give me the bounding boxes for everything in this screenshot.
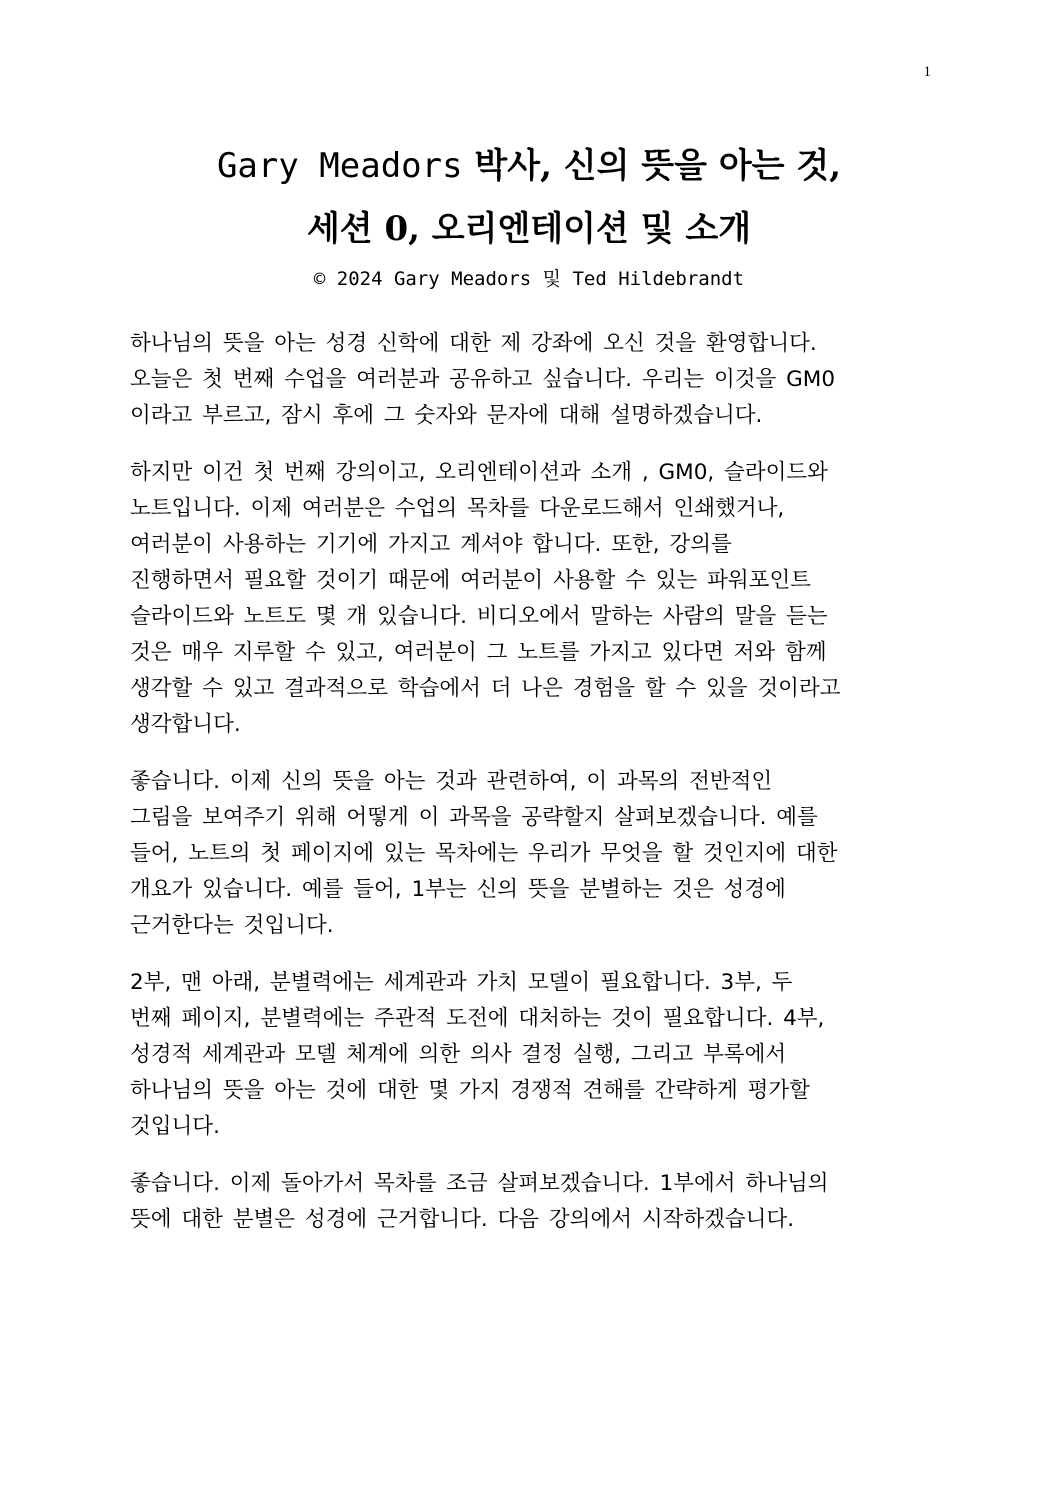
copyright-notice: © 2024 Gary Meadors 및 Ted Hildebrandt (313, 268, 745, 290)
text-line: 들어, 노트의 첫 페이지에 있는 목차에는 우리가 무엇을 할 것인지에 대한 (130, 841, 838, 866)
text-line: 슬라이드와 노트도 몇 개 있습니다. 비디오에서 말하는 사람의 말을 듣는 (130, 604, 828, 629)
text-line: 좋습니다. 이제 신의 뜻을 아는 것과 관련하여, 이 과목의 전반적인 (130, 769, 773, 794)
document-title-line-1 (80, 136, 978, 196)
title-line-1-text: 박사, 신의 뜻을 아는 것, (462, 146, 842, 186)
text-line: 근거한다는 것입니다. (130, 913, 334, 938)
paragraph-1 (130, 326, 930, 434)
document-title-line-2: 세션 0, 오리엔테이션 및 소개 (306, 209, 752, 249)
text-line: 그림을 보여주기 위해 어떻게 이 과목을 공략할지 살펴보겠습니다. 예를 (130, 805, 818, 830)
text-line: 생각합니다. (130, 712, 241, 737)
text-line: 여러분이 사용하는 기기에 가지고 계셔야 합니다. 또한, 강의를 (130, 532, 732, 557)
text-line: 것입니다. (130, 1114, 220, 1139)
paragraph-4 (130, 965, 930, 1145)
text-line: 2부, 맨 아래, 분별력에는 세계관과 가치 모델이 필요합니다. 3부, 두 (130, 970, 793, 995)
text-line: 진행하면서 필요할 것이기 때문에 여러분이 사용할 수 있는 파워포인트 (130, 568, 811, 593)
text-line: 하지만 이건 첫 번째 강의이고, 오리엔테이션과 소개 , GM0, 슬라이드와 (130, 460, 828, 485)
document-body (130, 326, 930, 1259)
text-line: 번째 페이지, 분별력에는 주관적 도전에 대처하는 것이 필요합니다. 4부, (130, 1006, 825, 1031)
text-line: 생각할 수 있고 결과적으로 학습에서 더 나은 경험을 할 수 있을 것이라고 (130, 676, 841, 701)
text-line: 하나님의 뜻을 아는 것에 대한 몇 가지 경쟁적 견해를 간략하게 평가할 (130, 1078, 810, 1103)
title-author-name: Gary Meadors (216, 146, 463, 186)
text-line: 하나님의 뜻을 아는 성경 신학에 대한 제 강좌에 오신 것을 환영합니다. (130, 331, 817, 356)
text-line: 것은 매우 지루할 수 있고, 여러분이 그 노트를 가지고 있다면 저와 함께 (130, 640, 827, 665)
page-number: 1 (923, 64, 931, 80)
text-line: 노트입니다. 이제 여러분은 수업의 목차를 다운로드해서 인쇄했거나, (130, 496, 785, 521)
text-line: 좋습니다. 이제 돌아가서 목차를 조금 살펴보겠습니다. 1부에서 하나님의 (130, 1171, 829, 1196)
text-line: 이라고 부르고, 잠시 후에 그 숫자와 문자에 대해 설명하겠습니다. (130, 403, 763, 428)
paragraph-2 (130, 455, 930, 743)
paragraph-5 (130, 1166, 930, 1238)
text-line: 오늘은 첫 번째 수업을 여러분과 공유하고 싶습니다. 우리는 이것을 GM0 (130, 367, 835, 392)
text-line: 성경적 세계관과 모델 체계에 의한 의사 결정 실행, 그리고 부록에서 (130, 1042, 787, 1067)
paragraph-3 (130, 764, 930, 944)
text-line: 뜻에 대한 분별은 성경에 근거합니다. 다음 강의에서 시작하겠습니다. (130, 1207, 795, 1232)
text-line: 개요가 있습니다. 예를 들어, 1부는 신의 뜻을 분별하는 것은 성경에 (130, 877, 786, 902)
